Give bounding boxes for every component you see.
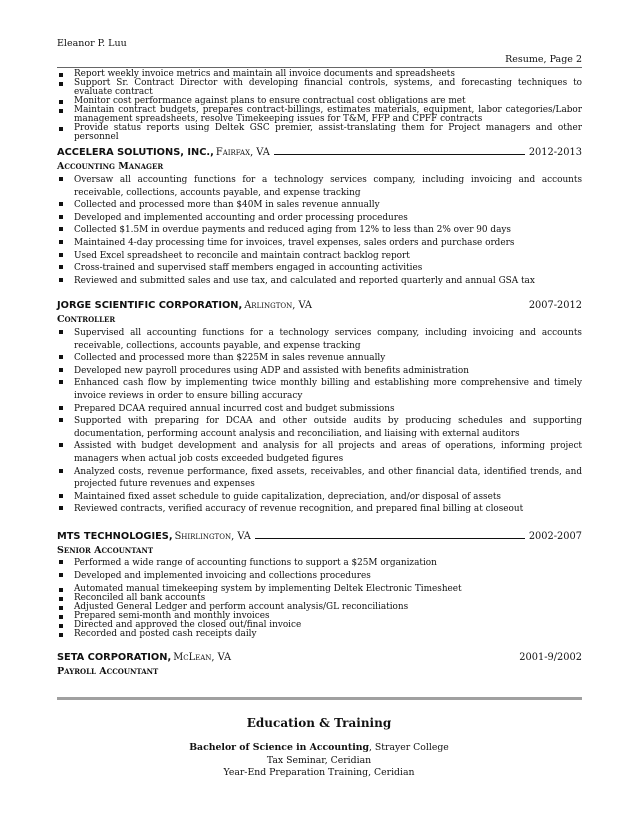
training-line: Year-End Preparation Training, Ceridian <box>223 767 415 778</box>
bullet-item: Recorded and posted cash receipts daily <box>57 630 582 639</box>
school-name: , Strayer College <box>369 742 449 753</box>
job-bullets <box>57 557 582 582</box>
job-dates: 2002-2007 <box>528 531 582 542</box>
job-header <box>57 531 582 544</box>
company-name: ACCELERA SOLUTIONS, INC., <box>57 147 214 158</box>
job-bullets <box>57 327 582 516</box>
bullet-item: Reviewed contracts, verified accuracy of revenue recognition, and prepared final billing at closeout <box>57 503 582 516</box>
job-title: Controller <box>57 314 116 325</box>
bullet-item: Cross-trained and supervised staff members engaged in accounting activities <box>57 262 582 275</box>
page-label: Resume, Page 2 <box>505 54 582 65</box>
bullet-item: Maintain contract budgets, prepares contract-billings, estimates materials, equipment, labor categories/Labor management spreadsheets, resolve Timekeeping issues for T&M, FFP and CPFF contracts <box>57 106 582 124</box>
bullet-item: Supported with preparing for DCAA and other outside audits by producing schedules and supporting documentation, performing account analysis and reconciliation, and liaising with external auditors <box>57 415 582 440</box>
header-underline <box>274 154 525 155</box>
bullet-item: Support Sr. Contract Director with developing financial controls, systems, and forecasting techniques to evaluate contract <box>57 79 582 97</box>
degree-name: Bachelor of Science in Accounting <box>189 742 369 753</box>
bullet-item: Prepared semi-month and monthly invoices <box>57 612 582 621</box>
job-header <box>57 300 582 313</box>
job-title: Senior Accountant <box>57 545 154 556</box>
job-location: Shirlington, VA <box>174 531 251 542</box>
bullet-item: Oversaw all accounting functions for a technology services company, including invoicing and accounts receivable, collections, accounts payable, and expense tracking <box>57 174 582 199</box>
bullet-item: Analyzed costs, revenue performance, fixed assets, receivables, and other financial data, identified trends, and projected future revenues and expenses <box>57 466 582 491</box>
company-name: JORGE SCIENTIFIC CORPORATION, <box>57 300 243 311</box>
job-location: McLean, VA <box>173 652 232 663</box>
previous-job-bullets <box>57 70 582 142</box>
header-underline <box>255 538 525 539</box>
bullet-item: Monitor cost performance against plans to ensure contractual cost obligations are met <box>57 97 582 106</box>
education-degree-line <box>0 742 638 753</box>
job-seta <box>57 652 582 678</box>
company-name: SETA CORPORATION, <box>57 652 172 663</box>
job-location: Arlington, VA <box>244 300 312 311</box>
job-dates: 2007-2012 <box>528 300 582 311</box>
bullet-item: Collected $1.5M in overdue payments and reduced aging from 12% to less than 2% over 90 days <box>57 224 582 237</box>
bullet-item: Automated manual timekeeping system by implementing Deltek Electronic Timesheet <box>57 585 582 594</box>
job-title: Payroll Accountant <box>57 666 159 677</box>
bullet-item: Report weekly invoice metrics and maintain all invoice documents and spreadsheets <box>57 70 582 79</box>
job-dates: 2012-2013 <box>528 147 582 158</box>
training-line: Tax Seminar, Ceridian <box>266 755 372 766</box>
author-name: Eleanor P. Luu <box>57 38 127 49</box>
bullet-item: Enhanced cash flow by implementing twice monthly billing and establishing more comprehensive and timely invoice reviews in order to ensure billing accuracy <box>57 377 582 402</box>
bullet-item: Maintained 4-day processing time for invoices, travel expenses, sales orders and purchase orders <box>57 237 582 250</box>
job-header <box>57 147 582 160</box>
bullet-item: Developed and implemented invoicing and collections procedures <box>57 570 582 583</box>
bullet-item: Directed and approved the closed out/final invoice <box>57 621 582 630</box>
job-jorge <box>57 300 582 326</box>
bullet-item: Collected and processed more than $40M in sales revenue annually <box>57 199 582 212</box>
job-bullets-compact <box>57 585 582 639</box>
bullet-item: Provide status reports using Deltek GSC premier, assist-translating them for Project managers and other personnel <box>57 124 582 142</box>
education-heading: Education & Training <box>246 716 392 730</box>
job-title: Accounting Manager <box>57 161 164 172</box>
bullet-item: Developed and implemented accounting and order processing procedures <box>57 212 582 225</box>
job-header <box>57 652 582 665</box>
bullet-item: Assisted with budget development and analysis for all projects and areas of operations, informing project managers when actual job costs exceeded budgeted figures <box>57 440 582 465</box>
bullet-item: Collected and processed more than $225M in sales revenue annually <box>57 352 582 365</box>
job-bullets <box>57 174 582 287</box>
bullet-item: Prepared DCAA required annual incurred cost and budget submissions <box>57 403 582 416</box>
bullet-item: Reviewed and submitted sales and use tax, and calculated and reported quarterly and annual GSA tax <box>57 275 582 288</box>
bullet-item: Performed a wide range of accounting functions to support a $25M organization <box>57 557 582 570</box>
bullet-item: Supervised all accounting functions for a technology services company, including invoicing and accounts receivable, collections, accounts payable, and expense tracking <box>57 327 582 352</box>
bullet-item: Used Excel spreadsheet to reconcile and maintain contract backlog report <box>57 250 582 263</box>
bullet-item: Adjusted General Ledger and perform account analysis/GL reconciliations <box>57 603 582 612</box>
company-name: MTS TECHNOLOGIES, <box>57 531 173 542</box>
header-rule <box>57 67 582 68</box>
section-divider <box>57 697 582 700</box>
bullet-item: Developed new payroll procedures using ADP and assisted with benefits administration <box>57 365 582 378</box>
bullet-item: Reconciled all bank accounts <box>57 594 582 603</box>
job-accelera <box>57 147 582 173</box>
job-location: Fairfax, VA <box>215 147 270 158</box>
job-dates: 2001-9/2002 <box>519 652 582 663</box>
job-mts <box>57 531 582 557</box>
bullet-item: Maintained fixed asset schedule to guide capitalization, depreciation, and/or disposal of assets <box>57 491 582 504</box>
